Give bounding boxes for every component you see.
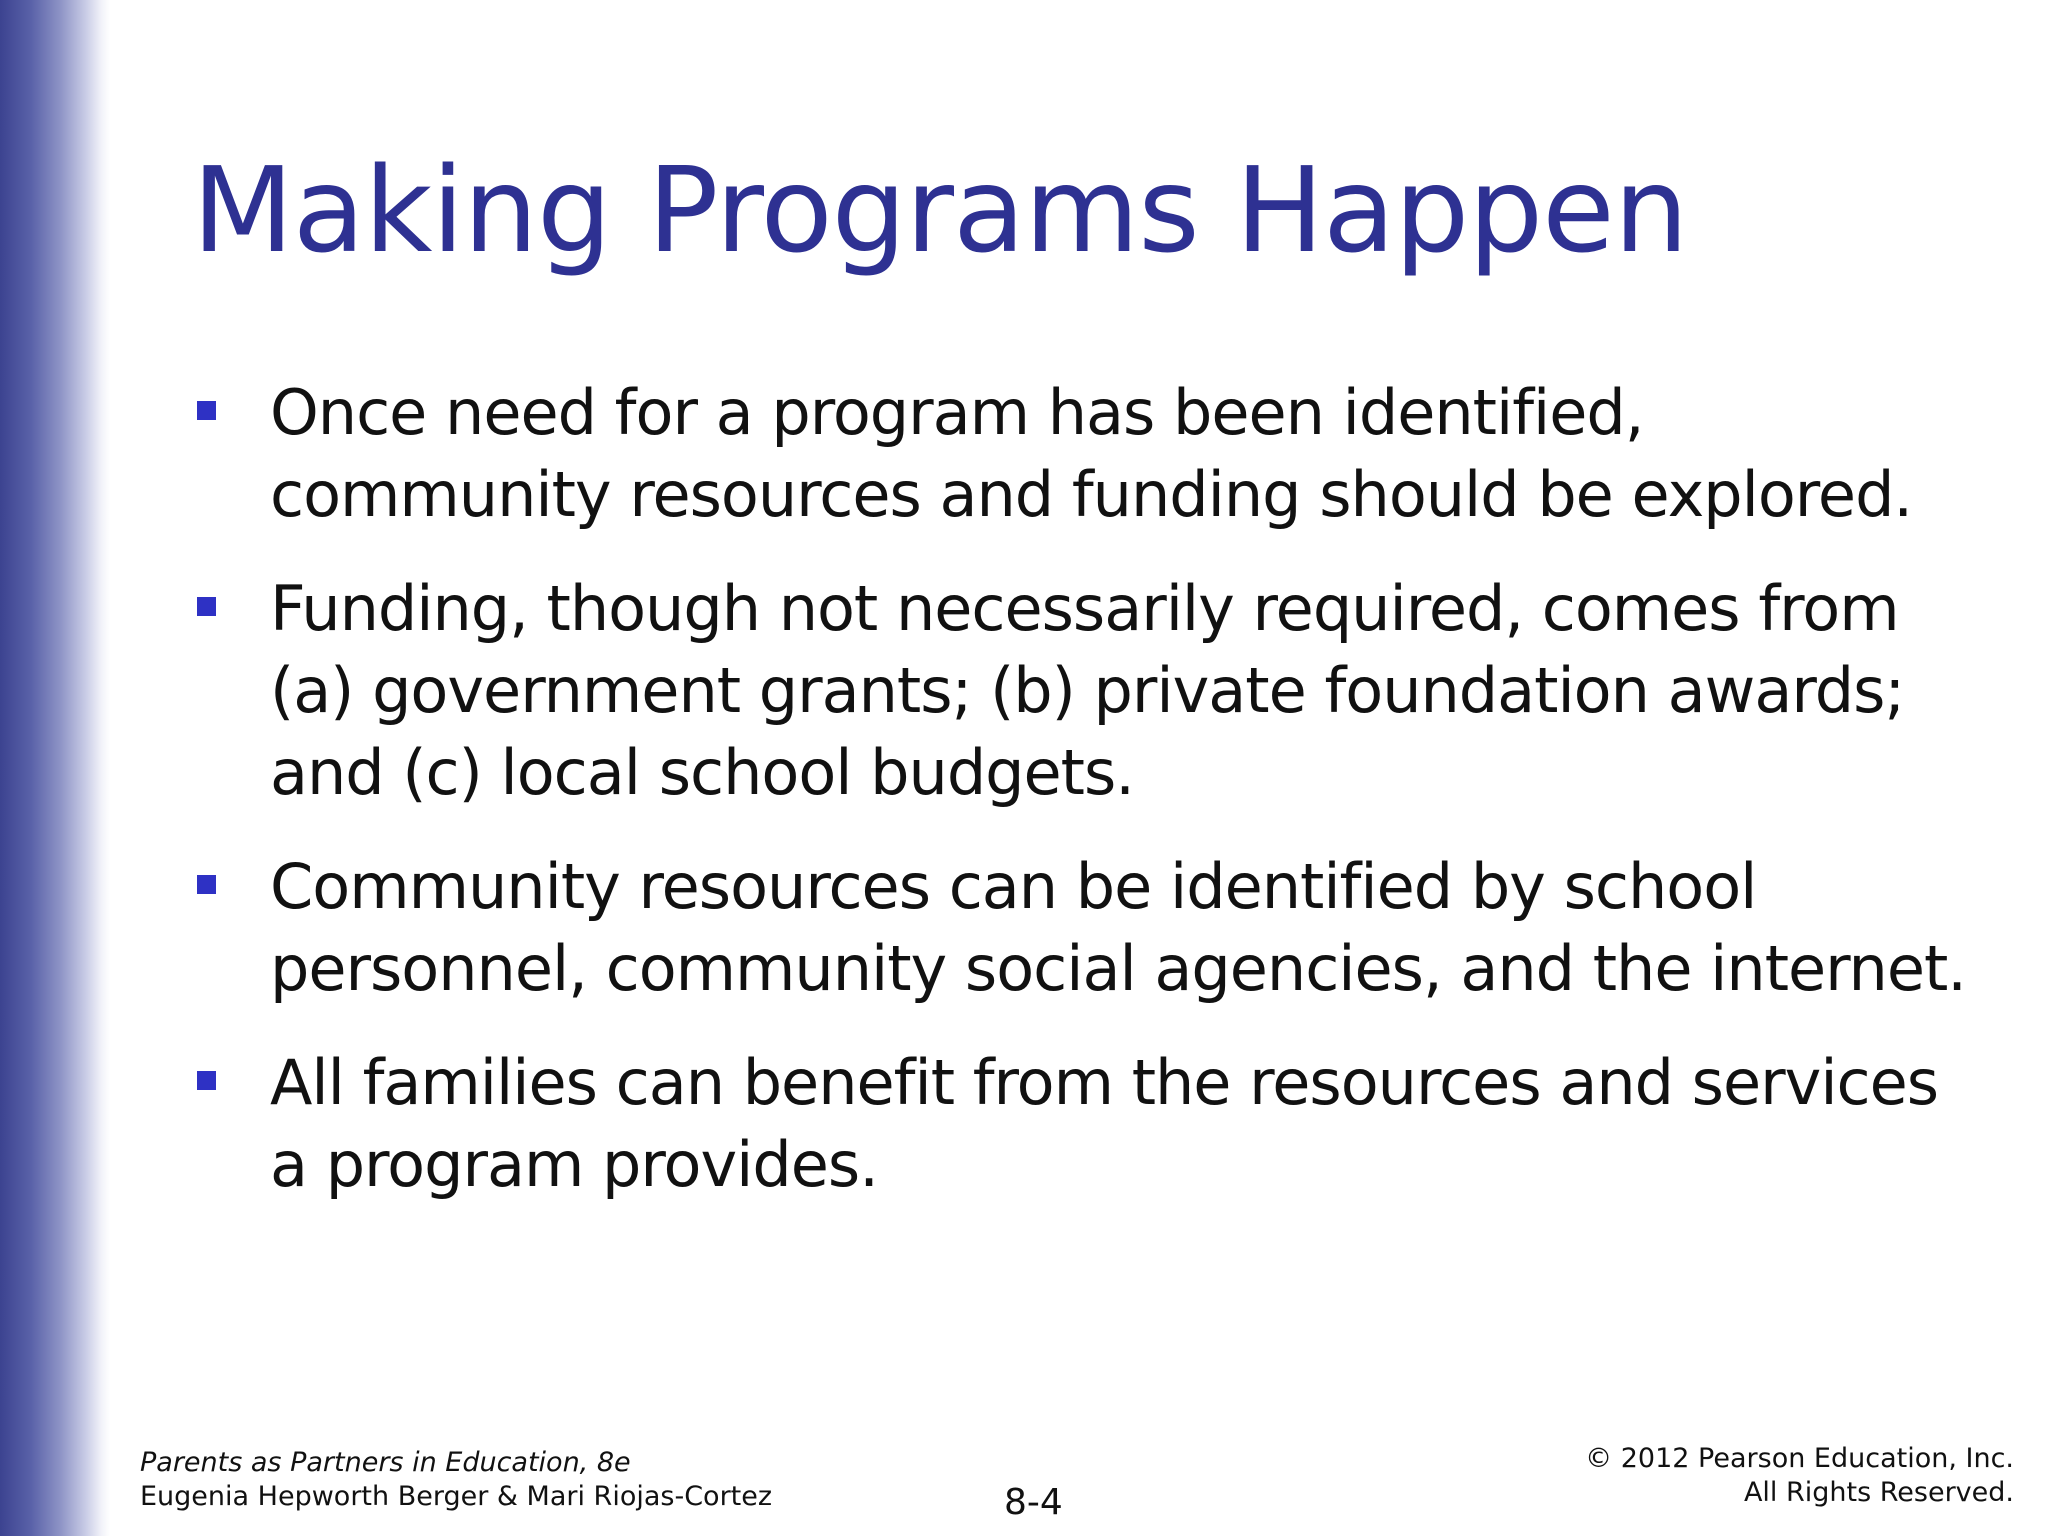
square-bullet-icon [197, 875, 216, 894]
square-bullet-icon [197, 1071, 216, 1090]
footer-book-info [140, 1446, 772, 1514]
bullet-item [192, 1042, 1992, 1206]
square-bullet-icon [197, 401, 216, 420]
rights-line: All Rights Reserved. [1743, 1477, 2014, 1508]
page-number: 8-4 [1004, 1482, 1063, 1523]
bullet-text: Once need for a program has been identified, community resources and funding should be explored. [270, 376, 1913, 531]
bullet-text: Funding, though not necessarily required, comes from (a) government grants; (b) private foundation awards; and (c) local school budgets. [270, 572, 1905, 809]
footer-authors: Eugenia Hepworth Berger & Mari Riojas-Cortez [140, 1481, 773, 1512]
footer-book-title: Parents as Partners in Education, 8e [140, 1447, 631, 1478]
copyright-line: © 2012 Pearson Education, Inc. [1585, 1443, 2014, 1474]
bullet-item [192, 372, 1992, 536]
bullet-text: Community resources can be identified by school personnel, community social agencies, and the internet. [270, 850, 1967, 1005]
left-gradient-band [0, 0, 110, 1536]
bullet-item [192, 568, 1992, 814]
bullet-item [192, 846, 1992, 1010]
footer-copyright [1585, 1442, 2014, 1510]
bullet-list [192, 372, 1992, 1238]
bullet-text: All families can benefit from the resources and services a program provides. [270, 1046, 1939, 1201]
square-bullet-icon [197, 597, 216, 616]
slide-title: Making Programs Happen [192, 141, 1688, 279]
